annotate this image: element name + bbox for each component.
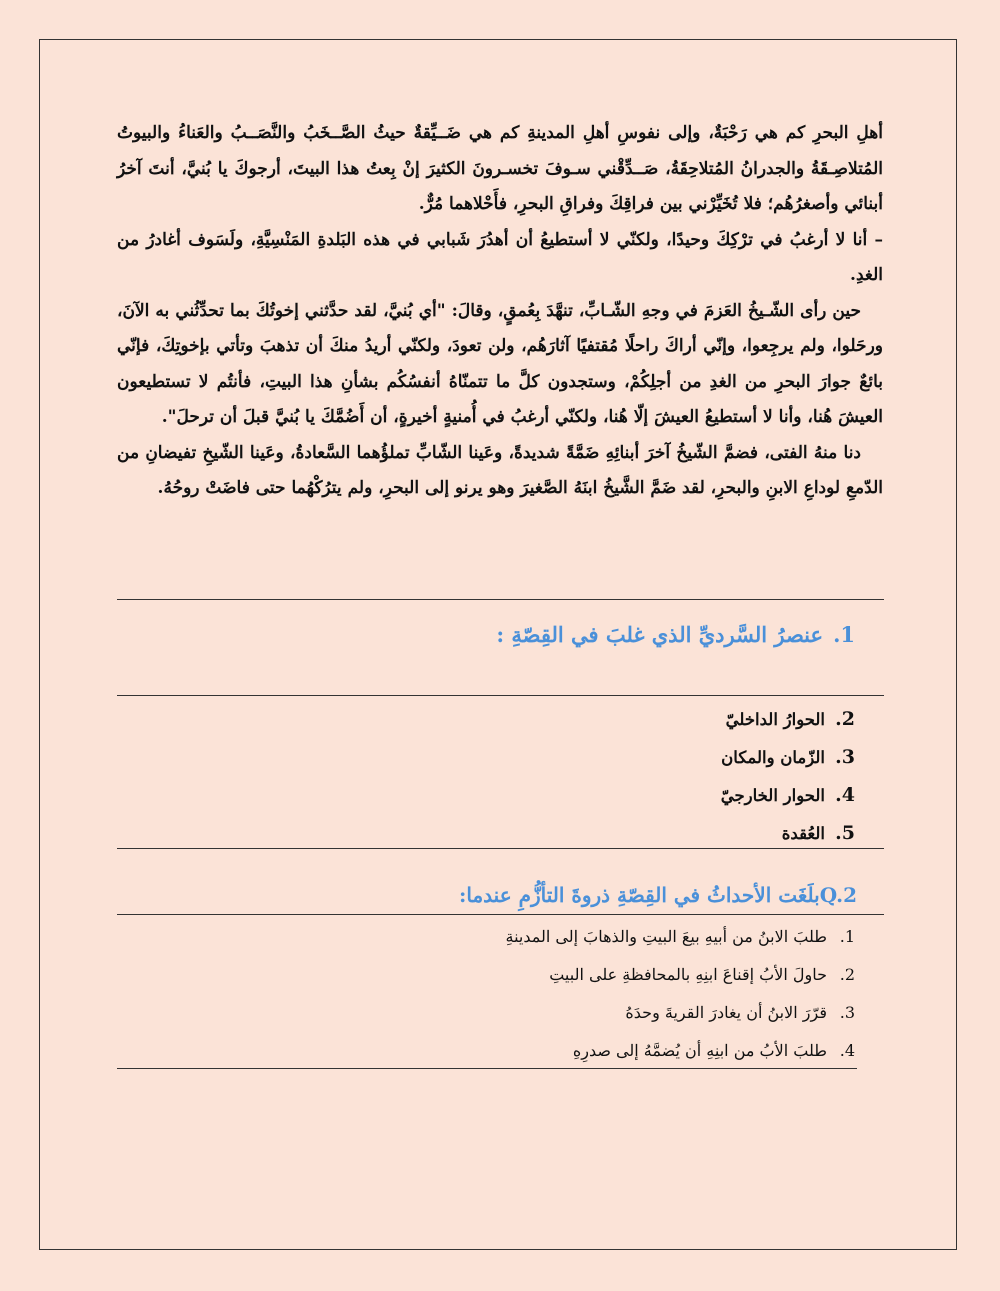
option-text: الزّمان والمكان <box>721 748 825 767</box>
divider-line <box>117 914 884 915</box>
option-text: الحوارُ الداخليّ <box>725 710 825 729</box>
option-text: طلبَ الأبُ من ابنِهِ أن يُضمَّهُ إلى صدرِهِ <box>572 1041 827 1060</box>
option-number: 4. <box>835 784 855 806</box>
option-number: 1. <box>839 927 855 946</box>
option-number: 3. <box>839 1003 855 1022</box>
option-number: 2. <box>835 708 855 730</box>
option-number: 2. <box>839 965 855 984</box>
passage-paragraph-3: حين رأى الشّـيخُ العَزمَ في وجهِ الشّـابِّ، تنهَّدَ بِعُمقٍ، وقالَ: "أي بُنيَّ، لقد حدَّثني إخوتُكَ بما تحدِّثُني به الآنَ، ورحَلوا، ولم يرجِعوا، وإنّي أراكَ راحلًا مُقتفيًا آثارَهُم، ولن تعودَ، ولكنّي أريدُ منكَ أن تذهبَ وتأتي بإخوتِكَ، فإنّي بائعٌ جوارَ البحرِ من الغدِ من أجلِكُمْ، وستجدون كلَّ ما تتمنّاهُ أنفسُكُم بشأنِ هذا البيتِ، فأنتُم لا تستطيعون العيشَ هُنا، وأنا لا أستطيعُ العيشَ إلّا هُنا، ولكنّي أرغبُ في أُمنيةٍ أخيرةٍ، أن أَضُمَّكَ يا بُنيَّ قبلَ أن ترحلَ". <box>117 300 883 427</box>
option-text: الحوار الخارجيّ <box>720 786 825 805</box>
passage-paragraph-2: – أنا لا أرغبُ في ترْكِكَ وحيدًا، ولكنّي لا أستطيعُ أن أهدُرَ شَبابي في هذه البَلدةِ المَنْسِيَّةِ، ولَسَوف أغادرُ من الغدِ. <box>117 229 883 285</box>
option-number: 4. <box>839 1041 855 1060</box>
option-item[interactable] <box>721 700 855 738</box>
question-2-options <box>506 918 855 1070</box>
option-item[interactable] <box>721 738 855 776</box>
option-item[interactable] <box>506 956 855 994</box>
option-item[interactable] <box>506 918 855 956</box>
divider-line <box>117 695 884 696</box>
question-2-title: Q.2بلَغَت الأحداثُ في القِصّةِ ذروةَ التأزُّمِ عندما: <box>458 883 857 907</box>
passage-paragraph-1: أهلِ البحرِ كم هي رَحْبَةٌ، وإلى نفوسِ أهلِ المدينةِ كم هي ضَــيِّقةٌ حيثُ الصَّــخَبُ والنَّصَــبُ والعَناءُ والبيوتُ المُتلاصِـقَةُ والجدرانُ المُتلاحِقَةُ، صَــدِّقْني سـوفَ تخسـرونَ الكثيرَ إنْ بِعتُ هذا البيتَ، أرجوكَ يا بُنيَّ، أنتَ آخرُ أبنائي وأصغرُهُم؛ فلا تُخَيِّرْني بين فراقِكَ وفراقِ البحرِ، فأَحْلاهما مُرٌّ. <box>117 123 883 214</box>
option-text: العُقدة <box>781 824 825 843</box>
option-item[interactable] <box>506 1032 855 1070</box>
divider-line <box>117 848 884 849</box>
question-1-number: 1. <box>833 622 855 647</box>
story-passage <box>117 116 883 507</box>
option-number: 3. <box>835 746 855 768</box>
question-1-text: عنصرُ السَّرديِّ الذي غلبَ في القِصّةِ : <box>496 622 824 647</box>
question-1-title <box>496 622 855 647</box>
option-item[interactable] <box>721 814 855 852</box>
option-text: حاولَ الأبُ إقناعَ ابنِهِ بالمحافظةِ على البيتِ <box>549 965 827 984</box>
divider-line <box>117 1068 857 1069</box>
divider-line <box>117 599 884 600</box>
question-1-options <box>721 700 855 852</box>
option-text: طلبَ الابنُ من أبيهِ بيعَ البيتِ والذهابَ إلى المدينةِ <box>505 927 827 946</box>
option-text: قرّرَ الابنُ أن يغادرَ القريةَ وحدَهُ <box>625 1003 827 1022</box>
passage-paragraph-4: دنا منهُ الفتى، فضمَّ الشّيخُ آخرَ أبنائِهِ ضَمَّةً شديدةً، وعَينا الشّابِّ تملؤُهما السَّعادةُ، وعَينا الشّيخِ تفيضانِ من الدّمعِ لوداعِ الابنِ والبحرِ، لقد ضَمَّ الشَّيخُ ابنَهُ الصَّغيرَ وهو يرنو إلى البحرِ، ولم يترُكْهُما حتى فاضَتْ روحُهُ. <box>117 442 883 498</box>
option-item[interactable] <box>721 776 855 814</box>
option-item[interactable] <box>506 994 855 1032</box>
option-number: 5. <box>835 822 855 844</box>
